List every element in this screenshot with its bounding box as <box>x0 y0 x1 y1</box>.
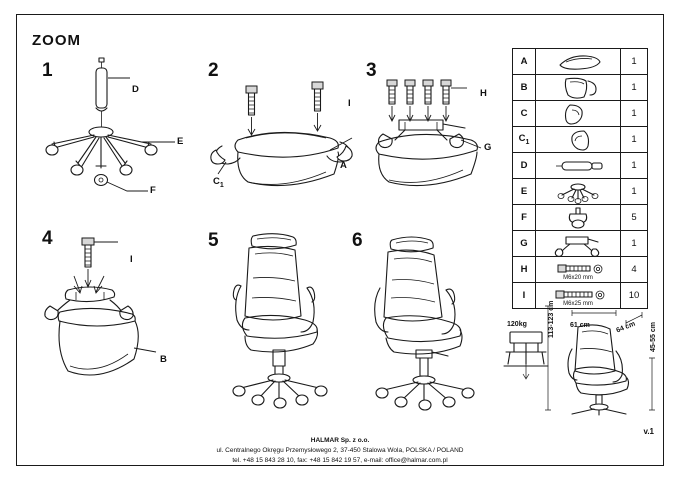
max-load-unit: kg <box>518 321 527 328</box>
step-6-illustration <box>370 232 505 407</box>
total-height-label: 113-123 cm <box>548 300 555 338</box>
callout-label-I-step4: I <box>130 254 133 265</box>
callout-label-F: F <box>150 185 156 196</box>
part-qty: 1 <box>621 101 648 127</box>
version-label: v.1 <box>643 427 654 436</box>
part-letter: $C_1$ <box>513 127 536 153</box>
step-number-4: 4 <box>42 228 53 249</box>
part-icon-seat-cushion <box>536 49 621 75</box>
step-2-illustration <box>200 62 380 192</box>
footer-contact: tel. +48 15 843 28 10, fax: +48 15 842 19 57, e-mail: office@halmar.com.pl <box>232 456 448 464</box>
footer-address: ul. Centralnego Okręgu Przemysłowego 2, 37-450 Stalowa Wola, POLSKA / POLAND <box>216 446 464 454</box>
part-size: M6x20 mm <box>563 274 593 281</box>
step-number-3: 3 <box>366 60 377 81</box>
table-row <box>513 257 648 283</box>
table-row <box>513 153 648 179</box>
part-letter: I <box>513 283 536 309</box>
part-icon-gas-lift-cylinder <box>536 153 621 179</box>
table-row <box>513 205 648 231</box>
callout-label-C1-text: $C_1$ <box>213 176 224 189</box>
part-qty: 1 <box>621 75 648 101</box>
table-row <box>513 231 648 257</box>
part-qty: 10 <box>621 283 648 309</box>
max-load-label <box>505 320 529 329</box>
table-row <box>513 75 648 101</box>
part-letter: F <box>513 205 536 231</box>
callout-label-B: B <box>160 354 167 365</box>
part-qty: 4 <box>621 257 648 283</box>
step-number-6: 6 <box>352 230 363 251</box>
part-qty: 1 <box>621 127 648 153</box>
table-row <box>513 101 648 127</box>
depth-label: 64 cm <box>615 320 637 335</box>
part-qty: 5 <box>621 205 648 231</box>
part-icon-armrest-left <box>536 101 621 127</box>
part-letter: A <box>513 49 536 75</box>
part-letter: H <box>513 257 536 283</box>
step-1-illustration <box>30 58 210 208</box>
footer-company: HALMAR Sp. z o.o. <box>310 436 370 444</box>
width-label: 61 cm <box>570 322 590 329</box>
part-qty: 1 <box>621 49 648 75</box>
part-letter: B <box>513 75 536 101</box>
table-row <box>513 127 648 153</box>
step-4-illustration <box>30 230 205 390</box>
parts-table <box>512 48 648 309</box>
height-dim-lines <box>540 300 660 415</box>
callout-label-G: G <box>484 142 492 153</box>
part-size: M6x25 mm <box>563 300 593 307</box>
part-icon-bolt-h <box>536 257 621 283</box>
part-icon-armrest-right <box>536 127 621 153</box>
seat-height-label: 45-55 cm <box>650 322 657 352</box>
max-load-value: 120 <box>507 321 519 328</box>
callout-label-C1 <box>213 176 224 189</box>
callout-label-E: E <box>177 136 184 147</box>
table-row <box>513 49 648 75</box>
footer <box>0 436 680 466</box>
step-3-illustration <box>355 62 510 192</box>
part-icon-castor-wheel <box>536 205 621 231</box>
part-qty: 1 <box>621 179 648 205</box>
part-icon-five-star-base <box>536 179 621 205</box>
part-qty: 1 <box>621 153 648 179</box>
page-title: ZOOM <box>32 32 81 49</box>
part-letter: C <box>513 101 536 127</box>
table-row <box>513 179 648 205</box>
step-number-2: 2 <box>208 60 219 81</box>
part-letter: G <box>513 231 536 257</box>
callout-label-D: D <box>132 84 139 95</box>
part-qty: 1 <box>621 231 648 257</box>
part-icon-tilt-mechanism <box>536 231 621 257</box>
part-icon-backrest <box>536 75 621 101</box>
callout-label-H: H <box>480 88 487 99</box>
step-5-illustration <box>225 230 355 405</box>
step-number-5: 5 <box>208 230 219 251</box>
part-letter: E <box>513 179 536 205</box>
callout-label-I-step2: I <box>348 98 351 109</box>
step-number-1: 1 <box>42 60 53 81</box>
callout-label-A: A <box>340 160 347 171</box>
part-letter: D <box>513 153 536 179</box>
